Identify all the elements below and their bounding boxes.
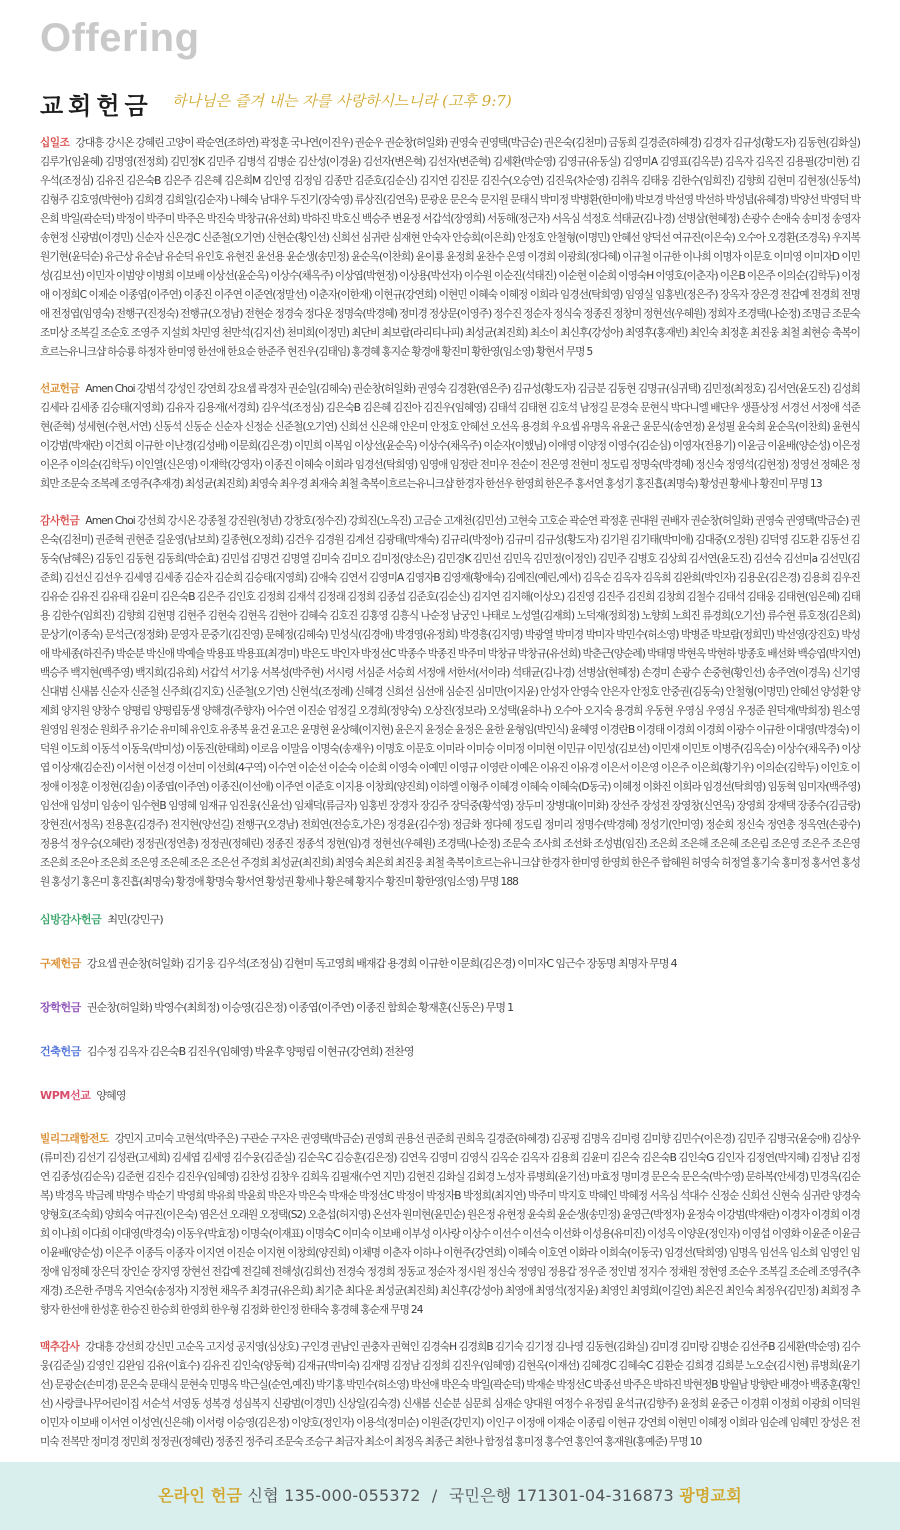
section-label: 건축헌금 (40, 1045, 81, 1058)
scripture-subtitle: 하나님은 즐겨 내는 자를 사랑하시느니라 (고후 9:7) (172, 92, 512, 110)
section-label: 장학헌금 (40, 1001, 81, 1014)
donor-list: 강민지 고미숙 고현석(박주은) 구관순 구자은 권영택(박금순) 권영희 권용선 권준희 권희옥 길경준(하혜경) 김공평 김명옥 김미령 김미향 김민수(이은경) 김민주 김병국(윤승애) 김상우(류미진) 김선기 김성관(고세희) 김세엽 김세영 김수웅(김준실) 김순옥C 김승훈(김은정) 김연옥 김영미 김영식 김옥순 김옥자 김용희 김윤미 김은숙 김은숙B 김인숙G 김인자 김정연(박지혜) 김정남 김정연 김종성(김순옥) 김준현 김진수 김진우(임혜영) 김찬성 김창우 김희옥 김필재(수연 지민) 김현진 김화실 김회경 노성자 류병희(윤기선) 마효정 명미경 문은숙 문은숙(박수영) 문하복(안세경) 민경옥(김순복) 박경옥 박금례 박명수 박순기 박영희 박유희 박윤희 박은자 박은숙 박재순 박정선C 박정이 박정자B 박정희(최지연) 박주미 박지호 박혜인 박혜정 서옥심 석대수 신정순 신희선 신현숙 심귀란 양경숙 양형호(조숙희) 양희숙 여규진(이은숙) 염은선 오래원 오정택(S2) 오춘섭(허지영) 온선자 원미현(윤민순) 원은정 유현정 윤숙희 윤순생(송민정) 윤영근(박정자) 윤정숙 이강범(박재란) 이경자 이경희 이경희 이나희 이다희 이대영(박경숙) 이동우(박효정) 이명숙(이재표) 이명숙C 이미숙 이보배 이부성 이사랑 이상수 이선수 이선숙 이선화 이성용(유미진) 이성옥 이양운(정인자) 이영섭 이영화 이윤준 이윤금 이윤배(양순성) 이은주 이종득 이종자 이지연 이진순 이지현 이창희(양진희) 이채명 이춘자 이하나 이현주(강연희) 이혜숙 이호연 이화라 이희숙(이동국) 임경선(탁희영) 임명옥 임선옥 임소희 임영인 임정애 임정혜 장은덕 장인순 장지영 장현선 전갑예 전길혜 전해성(김희선) 전경숙 정경희 정동교 정순자 정시원 정신숙 정영임 정용갑 정우준 정인범 정지수 정채원 정현영 조순우 조복길 조순례 조영주(추재경) 조은한 주명옥 지연숙(송정자) 지정현 채옥주 최경규(유은희) 최기춘 최다운 최성균(최진희) 최신후(강성아) 최영애 최영석(정지윤) 최영인 최영희(이길연) 최은진 최인숙 최정우(김민정) 최희정 추향자 한선애 한성훈 한승진 한승희 한영희 한우형 김정화 한인정 한태숙 홍경혜 홍순재 무명 24 (40, 1133, 860, 1316)
donor-list: 강대흥 강선희 강신민 고순옥 고지성 공지영(심상호) 구인경 권남인 권충자 권혁인 김경숙H 김경희B 김기숙 김기정 김나영 김동현(김화실) 김미경 김미랑 김병순 김선주B 김세환(박순영) 김수웅(김준실) 김영인 김완임 김유(이효수) 김유진 김인숙(양동혁) 김재규(박미숙) 김재명 김정남 김정희 김진우(임혜영) 김현옥(이재선) 김혜경C 김혜숙C 김환순 김희경 김희분 노오순(김시현) 류병희(윤기선) 문광순(손미경) 문은숙 문태식 문현숙 민명옥 박근실(순연,예진) 박기홍 박민수(허소영) 박선애 박은숙 박일(곽순덕) 박재순 박정선C 박종선 박주은 박하진 박현정B 방월남 방향란 배경아 백종훈(황인선) 사랑클나무어린이집 서순석 서영동 성복경 성심복지 신광범(이경민) 신상일(김숙경) 신새봄 신순분 심문희 심재순 양대원 여정수 유정림 윤석규(김향주) 윤정희 윤중근 이경휘 이정희 이광희 이덕원 이민자 이보배 이서연 이성연(신은해) 이서령 이승영(김은정) 이양호(정인자) 이용석(정미순) 이원준(강민지) 이인구 이정애 이재순 이종림 이현규 강연희 이현민 이혜정 이희라 임순례 임혜민 장성은 전미숙 전복만 정미경 정민희 정정권(정혜린) 정종진 정주리 조문숙 조승구 최금자 최소이 최정옥 최종근 최한나 함정섭 홍미정 홍수연 홍인여 홍재원(홍예준) 무명 10 (40, 1341, 860, 1448)
section-label: WPM선교 (40, 1089, 91, 1102)
offering-section-building (40, 1042, 860, 1062)
section-label: 심방감사헌금 (40, 913, 102, 926)
account-separator: / (431, 1486, 438, 1505)
section-label: 빌리그래함전도 (40, 1133, 109, 1145)
offering-section-billy-graham (40, 1130, 860, 1320)
offering-section-wpm (40, 1086, 860, 1106)
donor-list: Amen Choi 강범석 강성인 강연희 강요셉 곽경자 권순일(김혜숙) 권순창(허일화) 권영숙 김경환(염은주) 김규성(황도자) 김금분 김동현 김명규(심귀택) 김민정(최정호) 김서연(윤도진) 김성희 김세라 김세종 김승태(지영희) 김유자 김용재(서경희) 김우석(조정심) 김은숙B 김은혜 김진아 김진우(임혜영) 김태석 김태현 김호석 남정길 문경숙 문현식 박다니엘 배단우 생플상정 서경선 서정애 석준현(준혁) 성세현(수현,서연) 신동석 신동순 신순자 신정순 신준철(오기연) 신희선 신은해 안은미 안정호 안혜선 오선옥 용경희 우요셉 유명옥 유윤근 윤문식(송연정) 윤성필 윤숙희 윤순옥(이찬희) 윤현식 이강범(박재란) 이건희 이규한 이난경(김성배) 이문희(김은경) 이민희 이복임 이상선(윤순옥) 이상수(채옥주) 이순자(이했님) 이애영 이양정 이영수(김순심) 이영자(전용기) 이윤금 이윤배(양순성) 이은정 이은주 이의순(김학두) 이인열(신은영) 이재학(강영자) 이종진 이혜숙 이희라 임경선(탁희영) 임영애 임정란 전미우 전순이 전은영 전현미 정도림 정명숙(박경혜) 정신숙 정영석(김현정) 정영선 정혜은 정희만 조문숙 조복례 조영주(추재경) 최성균(최진희) 최영숙 최우경 최재숙 최철 축복이흐르는유니크샵 한경자 한선우 한영희 한은주 홍서연 홍성기 홍진흡(최명숙) 황성권 황세나 황진미 무명 13 (40, 383, 860, 490)
page-title: 교회헌금 (40, 92, 153, 120)
offering-section-scholarship (40, 998, 860, 1018)
account-shinhyup: 신협 135-000-055372 (247, 1486, 421, 1505)
donor-list: 강요셉 권순창(허일화) 김기웅 김우석(조정심) 김현미 독고영희 배재갑 용경희 이규한 이문희(김은경) 이미자C 임근수 장동명 최명자 무명 4 (86, 957, 677, 970)
section-label: 선교헌금 (40, 383, 80, 395)
donor-list: 양혜영 (96, 1089, 126, 1102)
section-label: 맥추감사 (40, 1341, 80, 1353)
offering-section-mission (40, 380, 860, 494)
donor-list: 강대흥 강시온 강혜린 고양이 곽순연(조하연) 곽정훈 국나연(이진우) 권순우 권순창(허일화) 권영숙 권영택(박금순) 권은숙(김천미) 금동희 길경준(하혜경) 김경자 김규성(황도자) 김동현(김화실) 김루가(임윤혜) 김명영(전정희) 김민정K 김민주 김병석 김병순 김산성(이경윤) 김선자(변은혁) 김선자(변준혁) 김세환(박순영) 김영규(유동실) 김영미A 김영표(김옥분) 김옥자 김옥진 김용필(강미현) 김우석(조정심) 김유진 김은숙B 김은주 김은혜 김은희M 김인영 김정임 김종만 김준호(김순신) 김지연 김진문 김진수(오승연) 김진욱(차순영) 김취옥 김태웅 김한수(임희진) 김향희 김현미 김현정(신동석) 김형주 김호영(박현아) 김희경 김희일(김순자) 나혜숙 남대우 두진기(장숙영) 류상진(김연옥) 문광운 문은숙 문지원 문태식 박미정 박병환(한미애) 박보경 박선영 박선하 박성념(유혜경) 박양선 박영덕 박은희 박일(곽순덕) 박정이 박주미 박주은 박진숙 박창규(유선희) 박하진 박호신 백승주 변윤정 서갑석(장영희) 서동해(정근자) 서옥심 석정호 석태균(김나경) 선병삼(현혜정) 손광수 손애숙 송미정 송영자 송현정 신광범(이경민) 신순자 신은경C 신준철(오기연) 신현순(황인선) 신희선 심귀란 심재현 안숙자 안승희(이은희) 안정호 안철형(이명민) 안혜선 양덕선 여규진(이은숙) 오수아 오경환(조경옥) 우지복 원기현(윤덕순) 유근상 유순남 유순덕 유인호 유현진 윤선용 윤순생(송민정) 윤순옥(이찬희) 윤이룡 윤정희 윤찬수 은영 이경희 이광희(정다혜) 이규철 이규한 이나희 이명자 이문호 이미영 이미자D 이민성(김보선) 이민자 이범양 이병희 이보배 이상선(윤순옥) 이상수(채옥주) 이상엽(박현정) 이상용(박선자) 이수원 이순진(석태진) 이순현 이순희 이영숙H 이영호(이춘자) 이은B 이은주 이의순(김학두) 이정애 이정희C 이제순 이종엽(이주연) 이종진 이주연 이준연(정말선) 이춘자(이한재) 이현규(강연희) 이현민 이혜숙 이혜정 이희라 임경선(탁희영) 임영실 임홍빈(정은주) 장옥자 장은경 전갑예 전경희 전명애 전정엽(임영숙) 전행구(진정숙) 전행규(오정남) 전현순 정경숙 정다운 정명숙(박경혜) 정미경 정상문(이영주) 정수진 정순자 정식숙 정종진 정창미 정현선(우혜원) 정희자 조경택(나순정) 조명금 조문숙 조미상 조복길 조순호 조영주 지설희 차민영 천만석(김지선) 천미희(이정민) 최단비 최보람(라리티나피) 최성균(최진희) 최소이 최신후(강성아) 최영후(홍재빈) 최인숙 최정훈 최진웅 최철 최현승 축복이흐르는유니크샵 하승룡 하정자 한미영 한선애 한요순 한준주 현진우(김태임) 홍경혜 홍지순 황경애 황진미 황한영(임소영) 황현서 무명 5 (40, 137, 860, 358)
offering-section-visitation (40, 910, 860, 930)
offering-section-tithe (40, 134, 860, 362)
offering-heading: Offering (40, 16, 200, 60)
donor-list: 최민(강민구) (107, 913, 163, 926)
online-offering-label: 온라인 헌금 (158, 1486, 243, 1505)
section-label: 구제헌금 (40, 957, 81, 970)
offering-lists (40, 134, 860, 1470)
offering-section-harvest (40, 1338, 860, 1452)
section-label: 십일조 (40, 137, 70, 149)
donor-list: 권순창(허일화) 박영수(최희정) 이승영(김은정) 이종엽(이주연) 이종진 함희순 황재훈(신동은) 무명 1 (86, 1001, 514, 1014)
offering-section-relief (40, 954, 860, 974)
offering-section-thanksgiving (40, 512, 860, 892)
church-name: 광명교회 (679, 1486, 742, 1505)
section-label: 감사헌금 (40, 515, 80, 527)
donor-list: Amen Choi 강선희 강시온 강종철 강진원(청년) 강창호(정수진) 강희진(노옥진) 고금순 고재천(김민선) 고현숙 고호순 곽순연 곽정훈 권대원 권배자 권순창(허일화) 권영숙 권영택(박금순) 권은숙(김천미) 권준혁 권현준 길운영(남보희) 길종현(오정희) 김건우 김경원 김계선 김광태(박재숙) 김규리(박정아) 김규미 김규성(황도자) 김기원 김기태(박미애) 김대중(오정원) 김덕영 김도환 김동선 김동숙(남혜은) 김동인 김동현 김동희(박순효) 김민섭 김명건 김명열 김미숙 김미오 김미정(양소은) 김민경K 김민선 김민옥 김민정(이정인) 김민주 김병호 김상희 김서연(윤도진) 김선숙 김선미a 김선민(김준희) 김선신 김선우 김세영 김세종 김순자 김순희 김승태(지영희) 김애숙 김연서 김영미A 김영자B 김영재(황애숙) 김예진(예린,예서) 김옥순 김옥자 김옥희 김완희(박인자) 김용운(김은경) 김용희 김우진 김유순 김유진 김유태 김윤미 김은숙B 김은주 김인호 김정희 김재석 김정래 김정희 김종섭 김준호(김순신) 김지연 김지해(이상오) 김진영 김진주 김진희 김창희 김철수 김태석 김태웅 김태현(임은혜) 김태용 김한수(임희진) 김향희 김현명 김현주 김현숙 김현옥 김현아 김혜숙 김호진 김홍영 김흥식 나순정 남궁인 나태로 노성열(김재희) 노덕재(정희정) 노향희 노희진 류경희(오기선) 류수현 류호정(김은희) 문상기(이종숙) 문석근(정정화) 문영자 문중기(김진영) 문혜정(김혜숙) 민성식(김경애) 박경영(유정희) 박경흥(김지영) 박광열 박미경 박미자 박민수(허소영) 박병준 박보람(정희민) 박선영(장진호) 박성애 박세종(하진주) 박순분 박신애 박예슬 박용표 박용표(최경미) 박은도 박인자 박정선C 박종수 박종진 박주미 박창규 박창규(유선희) 박춘근(양순례) 박태명 박현옥 박현하 방종호 배선화 백승엽(박지연) 백승주 백지현(백주영) 백지희(김유희) 서갑석 서기웅 서복성(박주현) 서시령 서심준 서승희 서정애 서한서(서이라) 석태균(김나경) 선병삼(현혜정) 손경미 손광수 손중현(황인선) 송주연(이경옥) 신기영 신대범 신새봄 신순자 신준철 신주희(김지호) 신준철(오기연) 신현석(조정례) 신혜경 신희선 심선애 심순진 심미만(이지윤) 안성자 안영숙 안은자 안정호 안중권(김동숙) 안철형(이명민) 안혜선 양성환 양제희 양지원 양창수 양평림 양평림동생 양해경(주향자) 어수연 이진순 엄정길 오경희(정양숙) 오상진(정보라) 오성택(윤하나) 오수아 오지숙 용경희 우동현 우영심 우영심 우정준 원덕재(박희정) 원소영 원영임 원정순 원희주 유기순 유미혜 유인호 유종복 윤건 윤고은 윤명현 윤상혜(이지현) 윤은지 윤정순 윤정은 윤한 윤형임(박민식) 윤혜영 이경란B 이경태 이경희 이경희 이광수 이규한 이대영(박경숙) 이덕원 이도희 이동석 이동욱(박미성) 이동진(한태희) 이로음 이말음 이명숙(송재우) 이명호 이문호 이미라 이미승 이미정 이미현 이민규 이민성(김보선) 이민재 이민토 이병주(김옥순) 이상수(채옥주) 이상엽 이상재(김순진) 이서현 이선경 이선미 이선희(4구역) 이수연 이순선 이순숙 이순희 이영숙 이예민 이영규 이영란 이예은 이유진 이유경 이은서 이은영 이은주 이은희(황기우) 이의순(김학두) 이인호 이정애 이정훈 이정현(김솔) 이종엽(이주연) 이종진(이선애) 이주연 이준호 이지용 이창희(양진희) 이하엘 이형주 이혜경 이혜숙 이혜숙(D동국) 이혜정 이화진 이희라 임경선(탁희영) 임동혁 임미자(백주영) 임선애 임성미 임송이 임수현B 임영혜 임재규 임진웅(신윤선) 임채덕(류금자) 임홍빈 장경자 장김주 장덕중(황석영) 장두미 장병대(이미화) 장선주 장성전 장영창(신연옥) 장영희 장재택 장종수(김금랑) 장현진(서정옥) 전용훈(김경주) 전지현(양선길) 전행구(오경남) 전희연(전승호,가은) 정경윤(김수정) 정금화 정다혜 정도림 정미리 정명수(박경혜) 정성기(안미영) 정순희 정신숙 정연총 정옥연(손광수) 정용석 정우승(오혜란) 정정권(정연총) 정정권(정혜린) 정종진 정종석 정현(임)경 정현선(우혜원) 조경택(나순정) 조문숙 조사희 조선화 조성범(임진) 조은희 조은해 조은혜 조은림 조은영 조은주 조은영 조은희 조은아 조은희 조은영 조은혜 조은 조은선 주경희 최성균(최진희) 최영숙 최은희 최진웅 최철 축복이흐르는유니크샵 한경자 한미영 한영희 한은주 함혜원 허영숙 허정열 홍기숙 홍미정 홍서연 홍성원 홍성기 홍은미 홍진흡(최명숙) 황경애 황명숙 황서연 황성권 황세나 황은혜 황지수 황진미 황한영(임소영) 무명 188 (40, 515, 860, 888)
page-header (0, 0, 900, 140)
online-offering-banner (0, 1462, 900, 1530)
account-kookmin: 국민은행 171301-04-316873 (448, 1486, 674, 1505)
donor-list: 김수정 김옥자 김은숙B 김진우(임혜영) 박윤후 양평림 이현규(강연희) 전찬영 (86, 1045, 414, 1058)
